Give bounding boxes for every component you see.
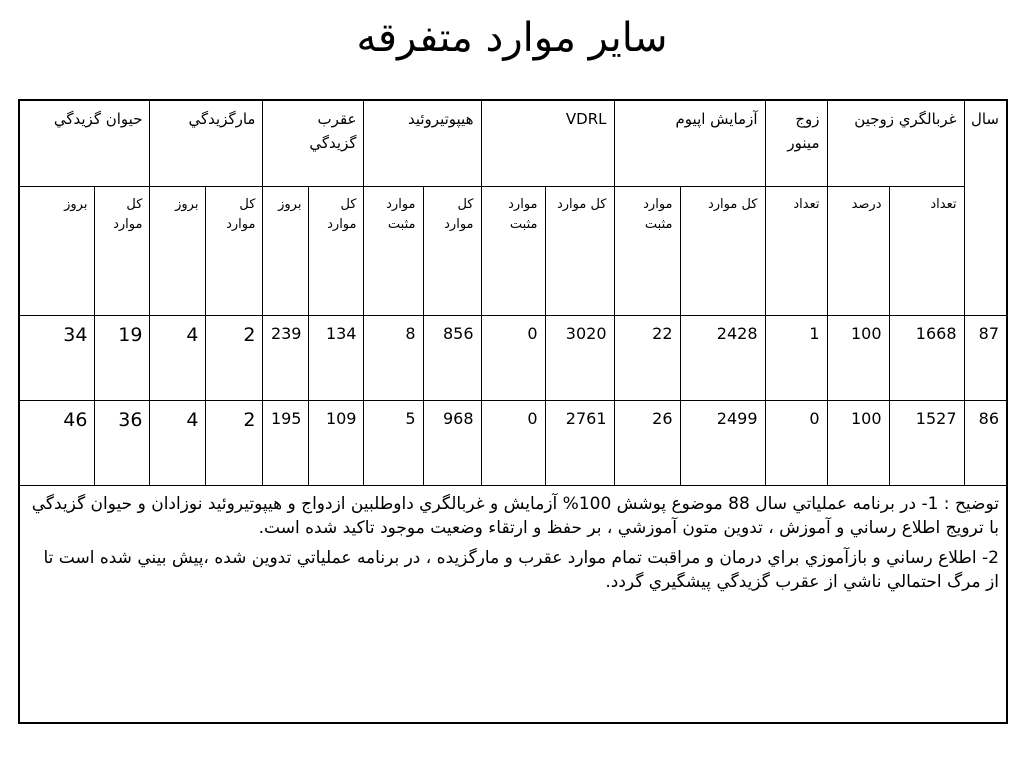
header-scorpion: عقرب گزيدگي bbox=[263, 100, 364, 187]
subheader-thyroid-total: كل موارد bbox=[423, 187, 481, 316]
cell-animal-incidence: 46 bbox=[19, 401, 95, 486]
cell-animal-total: 36 bbox=[95, 401, 150, 486]
cell-scorpion-incidence: 195 bbox=[263, 401, 309, 486]
cell-vdrl-positive: 0 bbox=[481, 316, 545, 401]
cell-scorpion-total: 134 bbox=[309, 316, 364, 401]
cell-snake-incidence: 4 bbox=[150, 401, 206, 486]
header-minor: زوج مینور bbox=[765, 100, 827, 187]
cell-thyroid-total: 856 bbox=[423, 316, 481, 401]
cell-year: 87 bbox=[964, 316, 1007, 401]
cell-thyroid-total: 968 bbox=[423, 401, 481, 486]
subheader-screening-percent: درصد bbox=[827, 187, 889, 316]
statistics-table bbox=[18, 99, 1008, 724]
cell-opium-positive: 22 bbox=[614, 316, 680, 401]
header-screening: غربالگري زوجين bbox=[827, 100, 964, 187]
cell-opium-total: 2428 bbox=[680, 316, 765, 401]
cell-snake-incidence: 4 bbox=[150, 316, 206, 401]
cell-minor-count: 0 bbox=[765, 401, 827, 486]
cell-thyroid-positive: 5 bbox=[364, 401, 423, 486]
table-row bbox=[19, 401, 1007, 486]
cell-animal-total: 19 bbox=[95, 316, 150, 401]
subheader-animal-incidence: بروز bbox=[19, 187, 95, 316]
header-opium: آزمايش اپيوم bbox=[614, 100, 765, 187]
cell-screening-percent: 100 bbox=[827, 316, 889, 401]
cell-vdrl-total: 3020 bbox=[545, 316, 614, 401]
table-row bbox=[19, 316, 1007, 401]
cell-opium-positive: 26 bbox=[614, 401, 680, 486]
header-snake: مارگزيدگي bbox=[150, 100, 263, 187]
cell-vdrl-total: 2761 bbox=[545, 401, 614, 486]
cell-screening-count: 1527 bbox=[889, 401, 964, 486]
subheader-opium-positive: موارد مثبت bbox=[614, 187, 680, 316]
subheader-snake-total: كل موارد bbox=[206, 187, 263, 316]
cell-scorpion-incidence: 239 bbox=[263, 316, 309, 401]
subheader-animal-total: كل موارد bbox=[95, 187, 150, 316]
cell-snake-total: 2 bbox=[206, 316, 263, 401]
cell-minor-count: 1 bbox=[765, 316, 827, 401]
note-paragraph-1: توضيح : 1- در برنامه عملياتي سال 88 موضوع پوشش 100% آزمايش و غربالگري داوطلبين ازدواج و هيپوتيروئيد نوزادان و حيوان گزيدگي با ترويج اطلاع رساني و آموزش ، تدوين متون آموزشي ، بر حفظ و ارتقاء وضعيت موجود تاكيد شده است. bbox=[31, 494, 999, 538]
cell-snake-total: 2 bbox=[206, 401, 263, 486]
subheader-opium-total: كل موارد bbox=[680, 187, 765, 316]
cell-screening-percent: 100 bbox=[827, 401, 889, 486]
subheader-minor-count: تعداد bbox=[765, 187, 827, 316]
header-year: سال bbox=[964, 100, 1007, 316]
subheader-vdrl-total: كل موارد bbox=[545, 187, 614, 316]
sub-header-row bbox=[19, 187, 1007, 316]
page-title: ساير موارد متفرقه bbox=[356, 15, 668, 61]
group-header-row bbox=[19, 100, 1007, 187]
cell-thyroid-positive: 8 bbox=[364, 316, 423, 401]
cell-year: 86 bbox=[964, 401, 1007, 486]
notes-cell bbox=[19, 486, 1007, 724]
header-thyroid: هيپوتيروئيد bbox=[364, 100, 481, 187]
note-paragraph-2: 2- اطلاع رساني و بازآموزي براي درمان و مراقبت تمام موارد عقرب و مارگزيده ، در برنامه عملياتي تدوين شده ،پيش بيني شده است تا از مرگ احتمالي ناشي از عقرب گزيدگي پيشگيري گردد. bbox=[43, 548, 999, 592]
header-animal: حيوان گزيدگي bbox=[19, 100, 150, 187]
subheader-snake-incidence: بروز bbox=[150, 187, 206, 316]
subheader-thyroid-positive: موارد مثبت bbox=[364, 187, 423, 316]
header-vdrl: VDRL bbox=[481, 100, 614, 187]
notes-row bbox=[19, 486, 1007, 724]
cell-opium-total: 2499 bbox=[680, 401, 765, 486]
cell-screening-count: 1668 bbox=[889, 316, 964, 401]
cell-scorpion-total: 109 bbox=[309, 401, 364, 486]
subheader-scorpion-incidence: بروز bbox=[263, 187, 309, 316]
subheader-vdrl-positive: موارد مثبت bbox=[481, 187, 545, 316]
cell-animal-incidence: 34 bbox=[19, 316, 95, 401]
subheader-screening-count: تعداد bbox=[889, 187, 964, 316]
cell-vdrl-positive: 0 bbox=[481, 401, 545, 486]
subheader-scorpion-total: كل موارد bbox=[309, 187, 364, 316]
